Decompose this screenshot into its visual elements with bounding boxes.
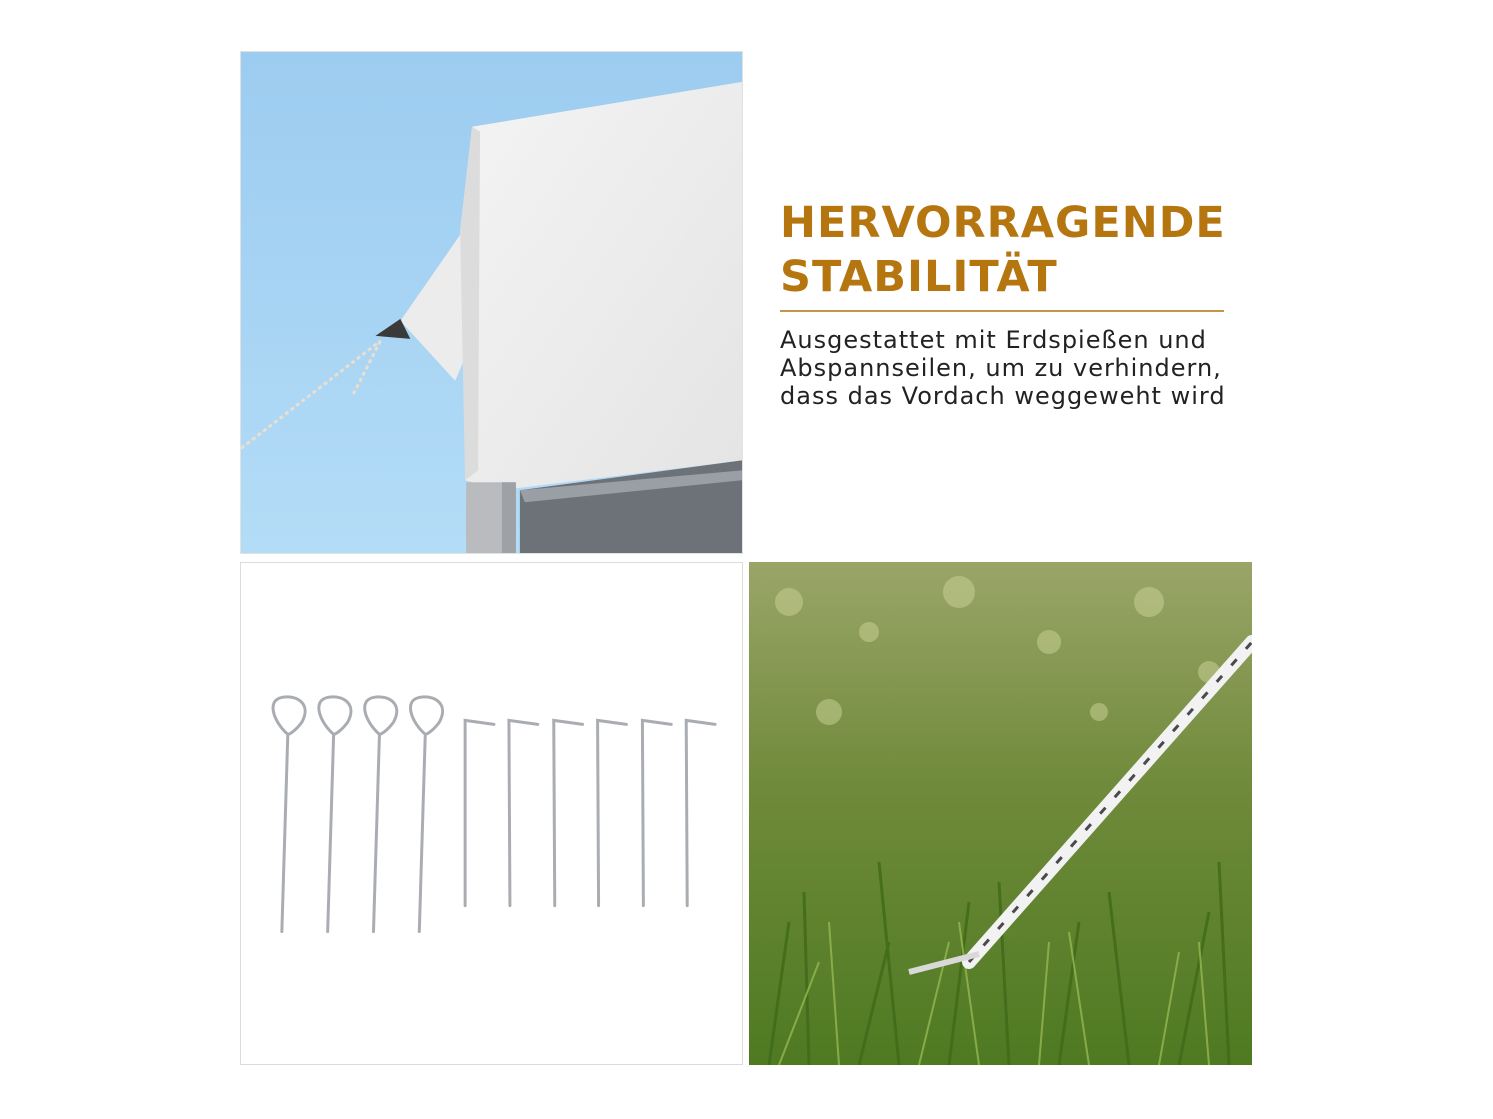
hook-peg — [509, 720, 538, 905]
ground-stakes-illustration — [241, 563, 742, 1064]
hook-peg — [465, 720, 494, 905]
hook-peg — [686, 720, 715, 905]
description-line-1: Ausgestattet mit Erdspießen und — [780, 326, 1207, 354]
loop-stake — [273, 697, 305, 932]
feature-description — [780, 326, 1260, 410]
hook-peg — [554, 720, 583, 905]
feature-headline — [780, 196, 1260, 304]
description-line-2: Abspannseilen, um zu verhindern, — [780, 354, 1222, 382]
headline-line-1: HERVORRAGENDE — [780, 198, 1226, 248]
loop-stake — [365, 697, 397, 932]
headline-line-2: STABILITÄT — [780, 252, 1058, 302]
description-line-3: dass das Vordach weggeweht wird — [780, 382, 1226, 410]
stake-in-grass-illustration — [749, 562, 1252, 1065]
hook-peg — [598, 720, 627, 905]
hook-peg — [642, 720, 671, 905]
ground-stakes-photo — [240, 562, 743, 1065]
stake-in-grass-photo — [749, 562, 1252, 1065]
feature-text-block — [780, 196, 1260, 410]
loop-stake — [410, 697, 442, 932]
headline-divider — [780, 310, 1224, 312]
loop-stake — [319, 697, 351, 932]
canopy-corner-illustration — [241, 52, 742, 553]
canopy-corner-photo — [240, 51, 743, 554]
